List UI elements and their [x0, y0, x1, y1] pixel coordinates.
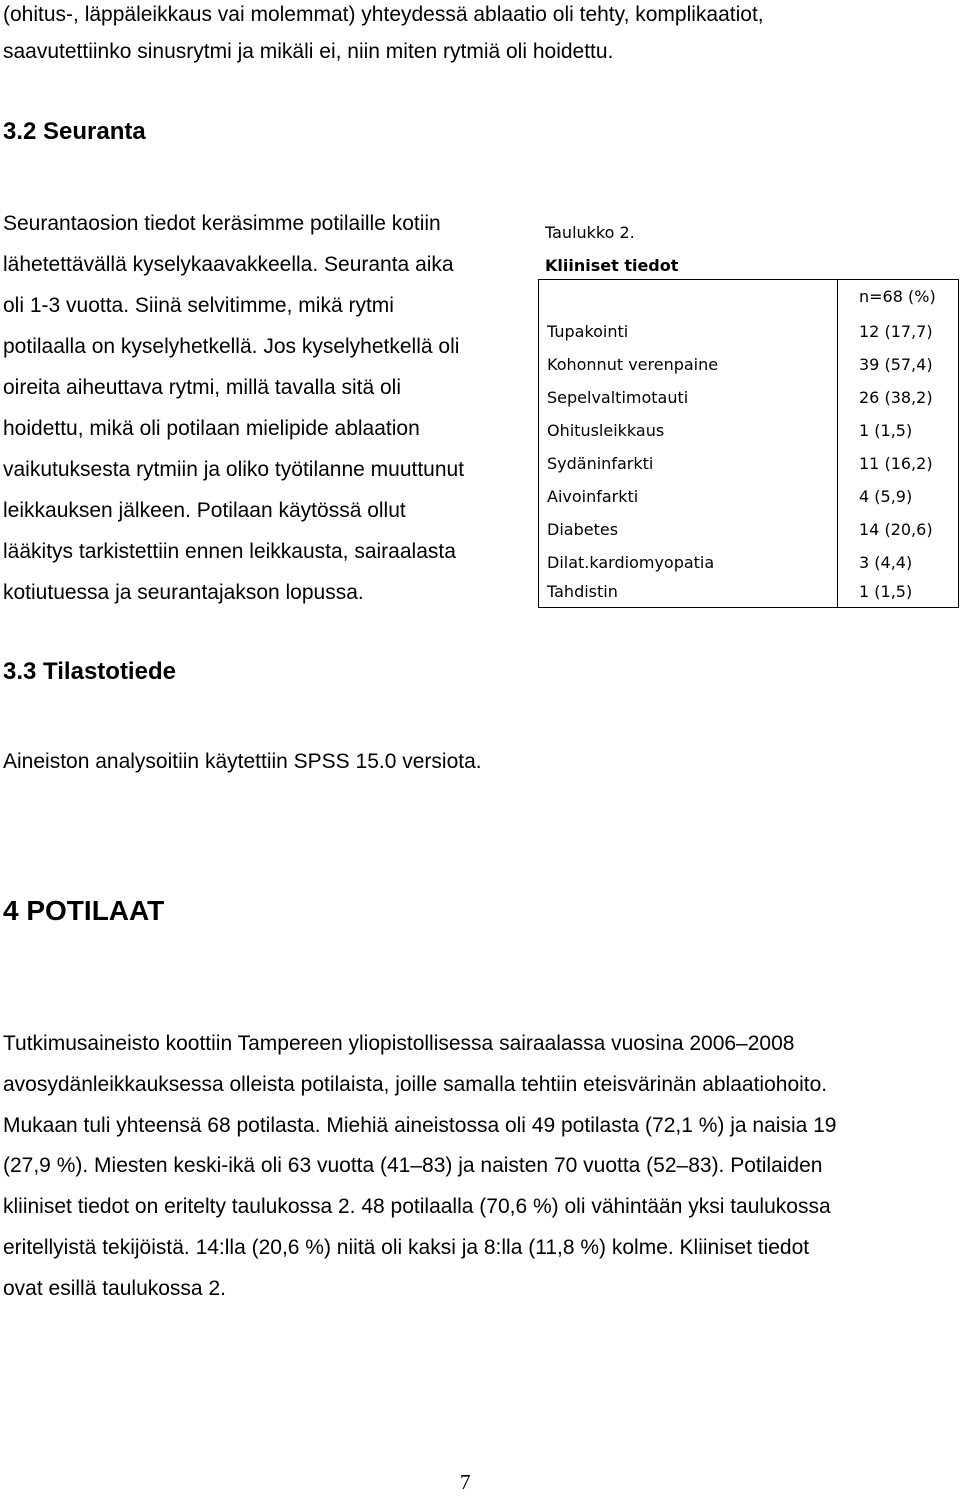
text-line: avosydänleikkauksessa olleista potilaista, joille samalla tehtiin eteisvärinän ablaatiohoito.	[3, 1072, 828, 1096]
table-row	[539, 381, 958, 414]
text-line: vaikutuksesta rytmiin ja oliko työtilanne muuttunut	[3, 458, 465, 481]
text-line: saavutettiinko sinusrytmi ja mikäli ei, niin miten rytmiä oli hoidettu.	[3, 40, 614, 63]
chapter-heading-potilaat: 4 POTILAAT	[3, 895, 165, 926]
text-line: potilaalla on kyselyhetkellä. Jos kyselyhetkellä oli	[3, 335, 460, 358]
row-label: Aivoinfarkti	[547, 487, 639, 506]
row-value: 3 (4,4)	[859, 553, 913, 572]
table-title: Kliiniset tiedot	[545, 256, 679, 275]
text-line: kliiniset tiedot on eritelty taulukossa 2. 48 potilaalla (70,6 %) oli vähintään yksi taulukossa	[3, 1195, 831, 1219]
row-label: Ohitusleikkaus	[547, 421, 665, 440]
table-row	[539, 447, 958, 480]
row-label: Tupakointi	[547, 322, 629, 341]
table-row	[539, 480, 958, 513]
clinical-data-table	[538, 279, 959, 608]
text-line: Tutkimusaineisto koottiin Tampereen yliopistollisessa sairaalassa vuosina 2006–2008	[3, 1032, 795, 1055]
text-line: Mukaan tuli yhteensä 68 potilasta. Miehiä aineistossa oli 49 potilasta (72,1 %) ja naisia 19	[3, 1113, 837, 1137]
text-line: (ohitus-, läppäleikkaus vai molemmat) yhteydessä ablaatio oli tehty, komplikaatiot,	[3, 3, 764, 26]
text-line: kotiutuessa ja seurantajakson lopussa.	[3, 581, 364, 604]
row-label: Sepelvaltimotauti	[547, 388, 689, 407]
row-value: 11 (16,2)	[859, 454, 933, 473]
table-row	[539, 348, 958, 381]
row-value: 26 (38,2)	[859, 388, 933, 407]
potilaat-paragraph	[3, 1024, 837, 1310]
table-row	[539, 513, 958, 546]
table-caption-label: Taulukko 2.	[545, 223, 635, 242]
text-line: oireita aiheuttava rytmi, millä tavalla sitä oli	[3, 376, 401, 399]
row-value: 39 (57,4)	[859, 355, 933, 374]
section-heading-tilastotiede: 3.3 Tilastotiede	[3, 658, 176, 685]
section-heading-seuranta: 3.2 Seuranta	[3, 118, 146, 145]
row-value: 4 (5,9)	[859, 487, 913, 506]
text-line: hoidettu, mikä oli potilaan mielipide ablaation	[3, 417, 420, 440]
intro-paragraph	[3, 0, 764, 70]
table-header-n: n=68 (%)	[859, 287, 936, 306]
row-label: Tahdistin	[547, 582, 618, 601]
text-line: lähetettävällä kyselykaavakkeella. Seuranta aika	[3, 253, 454, 276]
text-line: leikkauksen jälkeen. Potilaan käytössä ollut	[3, 499, 406, 522]
row-label: Kohonnut verenpaine	[547, 355, 719, 374]
page-number: 7	[460, 1470, 471, 1494]
row-label: Dilat.kardiomyopatia	[547, 553, 715, 572]
row-value: 1 (1,5)	[859, 582, 913, 601]
text-line: ovat esillä taulukossa 2.	[3, 1276, 226, 1300]
table-row	[539, 315, 958, 348]
seuranta-paragraph	[3, 203, 464, 613]
row-value: 12 (17,7)	[859, 322, 933, 341]
text-line: (27,9 %). Miesten keski-ikä oli 63 vuotta (41–83) ja naisten 70 vuotta (52–83). Potilaiden	[3, 1154, 823, 1178]
tilastotiede-paragraph: Aineiston analysoitiin käytettiin SPSS 15.0 versiota.	[3, 750, 482, 773]
text-line: Seurantaosion tiedot keräsimme potilaille kotiin	[3, 212, 441, 235]
table-caption	[545, 216, 678, 282]
text-line: eritellyistä tekijöistä. 14:lla (20,6 %) niitä oli kaksi ja 8:lla (11,8 %) kolme. Kliiniset tiedot	[3, 1235, 810, 1259]
table-row	[539, 414, 958, 447]
table-row	[539, 575, 958, 608]
text-line: lääkitys tarkistettiin ennen leikkausta, sairaalasta	[3, 540, 456, 563]
row-label: Sydäninfarkti	[547, 454, 654, 473]
row-value: 1 (1,5)	[859, 421, 913, 440]
text-line: oli 1-3 vuotta. Siinä selvitimme, mikä rytmi	[3, 294, 394, 317]
row-label: Diabetes	[547, 520, 619, 539]
row-value: 14 (20,6)	[859, 520, 933, 539]
